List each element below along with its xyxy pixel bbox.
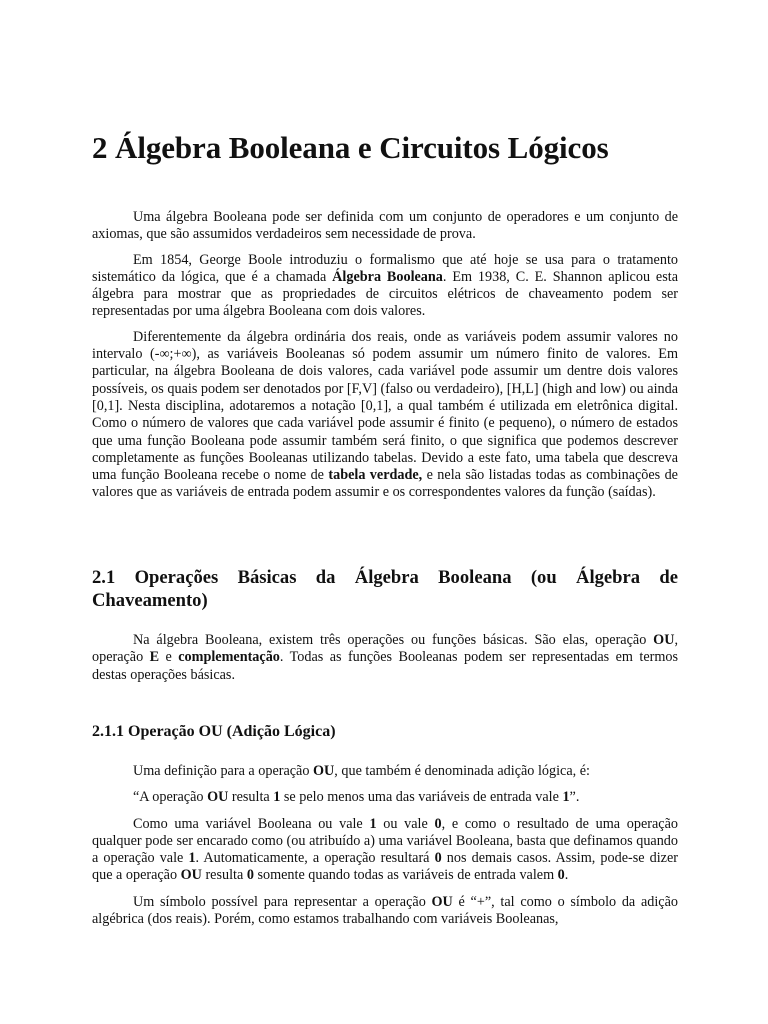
text-run: , operação (92, 632, 678, 666)
text-run: resulta (201, 867, 247, 884)
subsection-title: 2.1.1 Operação OU (Adição Lógica) (92, 723, 336, 740)
text-run: , e como o resultado de uma operação qualquer pode ser encarado como (ou atribuído a) uma variável Booleana, basta que definamos quando a operação vale (92, 815, 678, 867)
intro-paragraph-2 (92, 252, 678, 321)
bold-term: OU (207, 789, 229, 806)
text-run: Um símbolo possível para representar a operação (133, 893, 432, 910)
text-run: é “+”, tal como o símbolo da adição algébrica (dos reais). Porém, como estamos trabalhando com variáveis Booleanas, (92, 893, 678, 928)
bold-term: 0 (246, 867, 254, 884)
text-run: resulta (228, 789, 274, 806)
section-body (92, 632, 678, 692)
section-paragraph-1 (92, 632, 678, 684)
text-run: ou vale (376, 815, 435, 832)
text-run: ”. (569, 789, 580, 806)
chapter-title: 2 Álgebra Booleana e Circuitos Lógicos (92, 130, 609, 165)
text-run: Em 1854, George Boole introduziu o formalismo que até hoje se usa para o tratamento sistemático da lógica, que é a chamada (92, 251, 678, 285)
section-title: 2.1 Operações Básicas da Álgebra Booleana (ou Álgebra de Chaveamento) (92, 567, 678, 611)
text-run: . Automaticamente, a operação resultará (195, 850, 435, 867)
bold-term: Álgebra Booleana (332, 268, 443, 285)
subsection-paragraph-1 (92, 763, 678, 780)
text-run: se pelo menos uma das variáveis de entrada vale (280, 789, 563, 806)
bold-term: 1 (562, 789, 570, 806)
text-run: e nela são listadas todas as combinações de valores que as variáveis de entrada podem assumir e os correspondentes valores da função (saídas). (92, 467, 678, 501)
bold-term: OU (431, 893, 453, 910)
bold-term: OU (313, 763, 335, 779)
text-run: e (159, 649, 179, 666)
bold-term: 0 (434, 815, 442, 832)
bold-term: 1 (188, 850, 196, 867)
text-run: , que também é denominada adição lógica, é: (334, 763, 590, 779)
bold-term: 0 (557, 867, 565, 884)
text-run: . Em 1938, C. E. Shannon aplicou esta álgebra para mostrar que as propriedades de circuitos elétricos de chaveamento podem ser representadas por uma álgebra Booleana com dois valores. (92, 268, 678, 320)
bold-term: tabela verdade, (328, 467, 423, 484)
bold-term: 1 (369, 815, 377, 832)
subsection-paragraph-4 (92, 894, 678, 929)
text-run: “A operação (133, 789, 208, 806)
bold-term: OU (653, 632, 675, 648)
text-run: Como uma variável Booleana ou vale (133, 815, 370, 832)
bold-term: E (149, 649, 160, 666)
text-run: somente quando todas as variáveis de entrada valem (253, 867, 558, 884)
bold-term: OU (180, 867, 202, 884)
bold-term: 1 (273, 789, 281, 806)
text-run: Diferentemente da álgebra ordinária dos reais, onde as variáveis podem assumir valores no intervalo (-∞;+∞), as variáveis Booleanas só podem assumir um número finito de valores. Em particular, na álgebra Booleana de dois valores, cada variável pode assumir um dentre dois valores possíveis, os quais podem ser denotados por [F,V] (falso ou verdadeiro), [H,L] (high and low) ou ainda [0,1]. Nesta disciplina, adotaremos a notação [0,1], a qual também é utilizada em eletrônica digital. Como o número de valores que cada variável pode assumir é finito (e pequeno), o número de estados que uma função Booleana pode assumir também será finito, o que significa que podemos descrever completamente as funções Booleanas utilizando tabelas. Devido a este fato, uma tabela que descreva uma função Booleana recebe o nome de (92, 328, 678, 484)
bold-term: complementação (178, 649, 280, 666)
bold-term: 0 (434, 850, 442, 867)
text-run: nos demais casos. Assim, pode-se dizer que a operação (92, 850, 678, 884)
text-run: Na álgebra Booleana, existem três operações ou funções básicas. São elas, operação (133, 632, 654, 648)
subsection-paragraph-3 (92, 816, 678, 885)
intro-section (92, 209, 678, 510)
intro-paragraph-3 (92, 329, 678, 502)
intro-paragraph-1: Uma álgebra Booleana pode ser definida com um conjunto de operadores e um conjunto de axiomas, que são assumidos verdadeiros sem necessidade de prova. (92, 209, 678, 243)
text-run: . (564, 867, 569, 884)
text-run: . Todas as funções Booleanas podem ser representadas em termos destas operações básicas. (92, 649, 678, 683)
text-run: Uma definição para a operação (133, 763, 313, 779)
subsection-paragraph-2 (92, 789, 678, 806)
subsection-body (92, 763, 678, 937)
